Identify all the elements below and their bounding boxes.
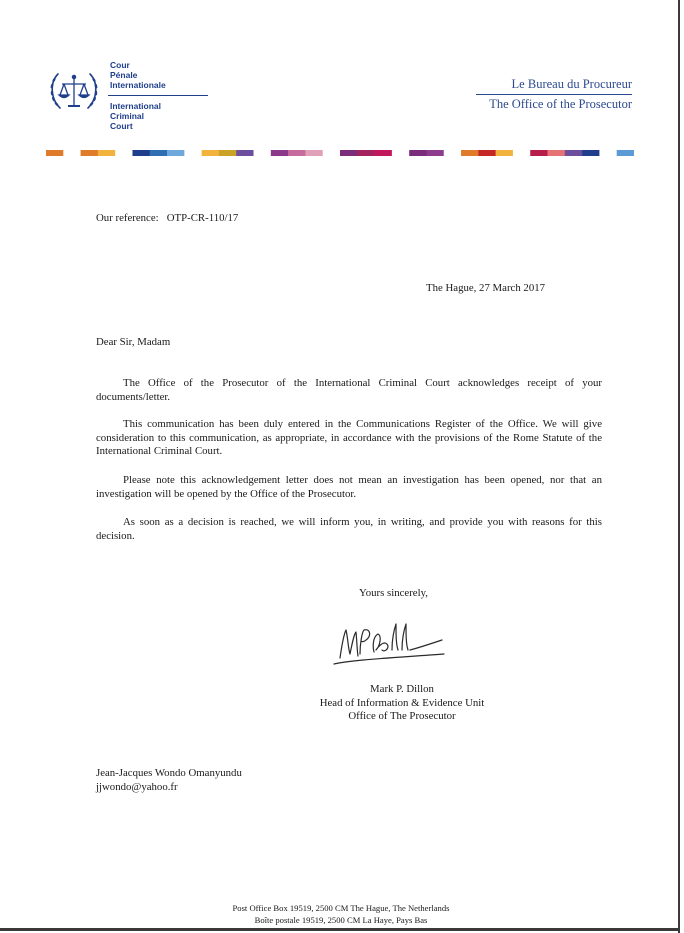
color-strip-segment — [340, 150, 358, 156]
color-strip-segment — [599, 150, 617, 156]
footer-line: Post Office Box 19519, 2500 CM The Hague, The Netherlands — [232, 903, 450, 913]
signatory-title: Head of Information & Evidence Unit — [319, 696, 485, 709]
court-name-line: Criminal — [110, 111, 145, 121]
recipient-block — [96, 767, 242, 794]
our-reference: Our reference: OTP-CR-110/17 — [96, 212, 239, 224]
color-strip-segment — [478, 150, 496, 156]
court-name-line: International — [110, 101, 162, 111]
color-strip-segment — [357, 150, 375, 156]
color-strip-segment — [150, 150, 168, 156]
color-strip-segment — [496, 150, 514, 156]
color-strip-segment — [617, 150, 634, 156]
color-strip-segment — [63, 150, 81, 156]
closing: Yours sincerely, — [359, 587, 428, 599]
signatory-office: Office of The Prosecutor — [348, 710, 456, 723]
color-strip-segment — [132, 150, 150, 156]
color-strip-segment — [115, 150, 133, 156]
court-name-line: Cour — [110, 60, 130, 70]
signatory-name: Mark P. Dillon — [370, 683, 434, 695]
color-strip-segment — [565, 150, 583, 156]
color-strip-segment — [409, 150, 427, 156]
letter-date: The Hague, 27 March 2017 — [426, 282, 546, 294]
office-name-french: Le Bureau du Procureur — [511, 77, 632, 91]
color-strip-segment — [375, 150, 393, 156]
color-strip-segment — [461, 150, 479, 156]
color-strip-segment — [81, 150, 99, 156]
color-strip — [46, 150, 634, 156]
page-edge — [0, 928, 680, 931]
footer-line: Boîte postale 19519, 2500 CM La Haye, Pays Bas — [254, 915, 428, 925]
color-strip-segment — [236, 150, 254, 156]
signature-block — [290, 683, 514, 724]
color-strip-segment — [513, 150, 531, 156]
color-strip-segment — [98, 150, 116, 156]
color-strip-segment — [582, 150, 600, 156]
color-strip-segment — [530, 150, 548, 156]
footer-address — [150, 902, 532, 926]
color-strip-segment — [219, 150, 237, 156]
court-name-line: Internationale — [110, 80, 166, 90]
body-paragraph: As soon as a decision is reached, we will inform you, in writing, and provide you with reasons for this decision. — [96, 516, 602, 542]
color-strip-segment — [271, 150, 289, 156]
scales-of-justice-laurel-icon — [46, 66, 102, 116]
color-strip-segment — [305, 150, 323, 156]
body-paragraph: The Office of the Prosecutor of the International Criminal Court acknowledges receipt of your documents/letter. — [96, 377, 602, 403]
logo-divider — [108, 95, 208, 96]
salutation: Dear Sir, Madam — [96, 336, 171, 348]
color-strip-segment — [46, 150, 64, 156]
recipient-email: jjwondo@yahoo.fr — [96, 780, 178, 793]
office-divider — [476, 94, 632, 95]
office-name-english: The Office of the Prosecutor — [489, 97, 632, 111]
court-name-french — [110, 60, 166, 90]
page-edge — [678, 0, 680, 933]
court-name-line: Pénale — [110, 70, 138, 80]
color-strip-segment — [184, 150, 202, 156]
handwritten-signature — [330, 614, 448, 670]
body-paragraph: This communication has been duly entered in the Communications Register of the Office. We will give consideration to this communication, as appropriate, in accordance with the provisions of the Rome Statute of the International Criminal Court. — [96, 418, 602, 458]
body-paragraph: Please note this acknowledgement letter does not mean an investigation has been opened, nor that an investigation will be opened by the Office of the Prosecutor. — [96, 474, 602, 500]
color-strip-segment — [254, 150, 272, 156]
court-name-line: Court — [110, 121, 133, 131]
color-strip-segment — [548, 150, 566, 156]
color-strip-segment — [167, 150, 185, 156]
color-strip-segment — [288, 150, 306, 156]
color-strip-segment — [426, 150, 444, 156]
court-name-english — [110, 101, 161, 131]
recipient-name: Jean-Jacques Wondo Omanyundu — [96, 767, 242, 779]
color-strip-segment — [202, 150, 220, 156]
color-strip-segment — [323, 150, 341, 156]
color-strip-segment — [444, 150, 462, 156]
color-strip-segment — [392, 150, 410, 156]
